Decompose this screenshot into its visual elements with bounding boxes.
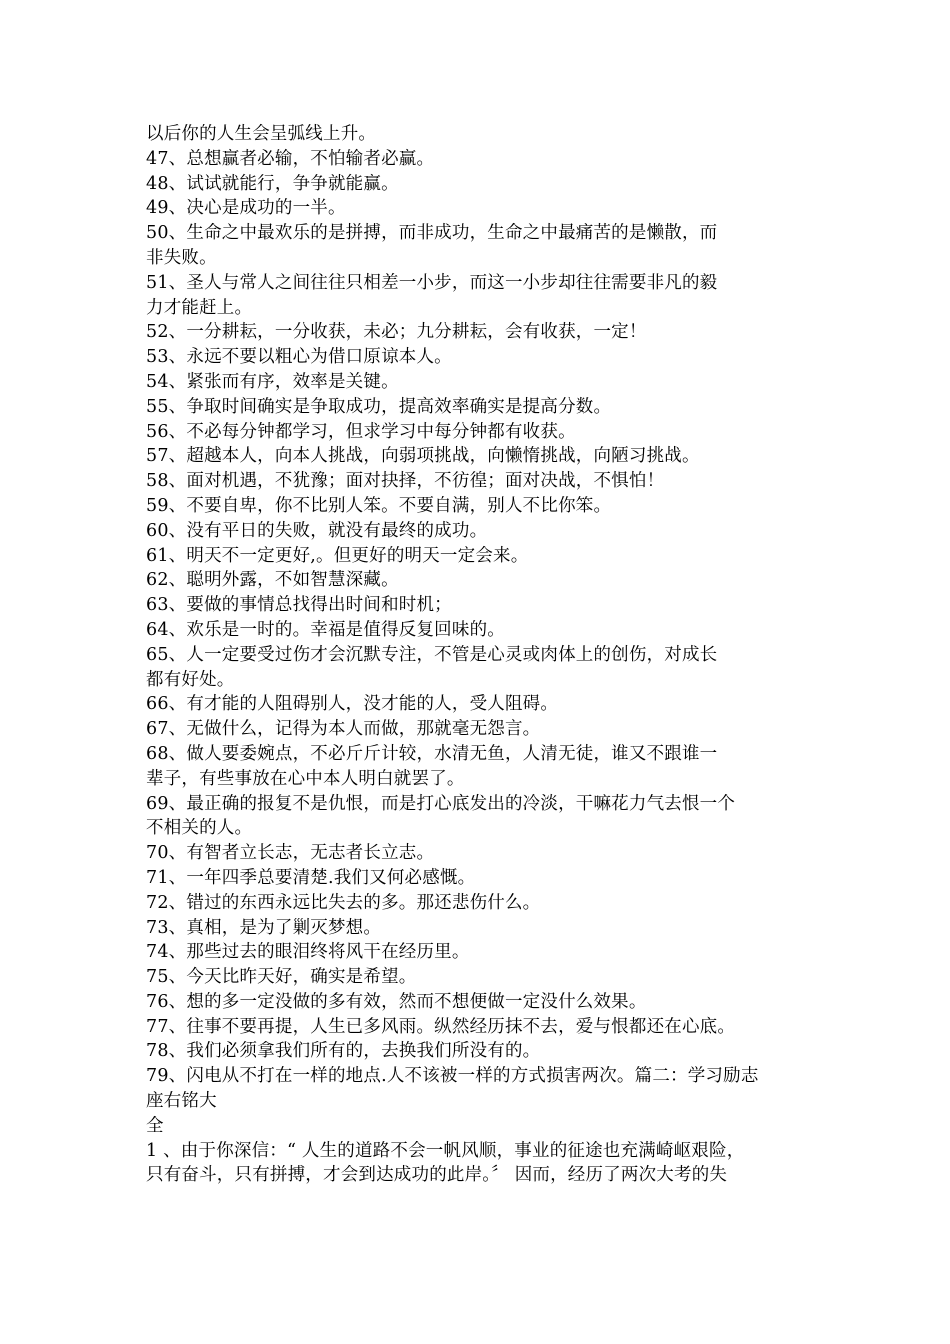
text-line: 66、有才能的人阻碍别人，没才能的人，受人阻碍。 xyxy=(146,694,559,715)
text-line: 力才能赶上。 xyxy=(146,297,253,318)
text-line: 48、试试就能行，争争就能赢。 xyxy=(146,173,399,194)
text-line: 58、面对机遇，不犹豫；面对抉择，不彷徨；面对决战，不惧怕！ xyxy=(146,471,665,492)
text-line: 72、错过的东西永远比失去的多。那还悲伤什么。 xyxy=(146,892,541,913)
text-line: 47、总想赢者必输，不怕输者必赢。 xyxy=(146,148,435,169)
text-line: 以后你的人生会呈弧线上升。 xyxy=(146,124,377,144)
text-line: 不相关的人。 xyxy=(146,818,253,839)
text-line: 73、真相，是为了剿灭梦想。 xyxy=(146,917,382,938)
text-line: 79、闪电从不打在一样的地点.人不该被一样的方式损害两次。篇二：学习励志 xyxy=(146,1066,759,1087)
text-line: 71、一年四季总要清楚.我们又何必感慨。 xyxy=(146,867,476,888)
text-line: 69、最正确的报复不是仇恨，而是打心底发出的冷淡，干嘛花力气去恨一个 xyxy=(146,793,736,814)
text-line: 76、想的多一定没做的多有效，然而不想便做一定没什么效果。 xyxy=(146,991,647,1012)
text-line: 全 xyxy=(146,1115,164,1136)
text-line: 55、争取时间确实是争取成功，提高效率确实是提高分数。 xyxy=(146,396,612,417)
text-line: 51、圣人与常人之间往往只相差一小步，而这一小步却往往需要非凡的毅 xyxy=(146,272,718,293)
text-line: 都有好处。 xyxy=(146,669,235,690)
text-line: 57、超越本人，向本人挑战，向弱项挑战，向懒惰挑战，向陋习挑战。 xyxy=(146,446,700,467)
text-line: 64、欢乐是一时的。幸福是值得反复回味的。 xyxy=(146,619,505,640)
text-line: 67、无做什么，记得为本人而做，那就毫无怨言。 xyxy=(146,719,541,740)
text-line: 75、今天比昨天好，确实是希望。 xyxy=(146,967,417,988)
text-line: 1 、由于你深信：“ 人生的道路不会一帆风顺，事业的征途也充满崎岖艰险， xyxy=(146,1140,745,1161)
text-line: 62、聪明外露，不如智慧深藏。 xyxy=(146,570,399,591)
text-line: 非失败。 xyxy=(146,247,217,268)
text-line: 只有奋斗，只有拼搏，才会到达成功的此岸。〞 因而，经历了两次大考的失 xyxy=(146,1165,728,1186)
text-line: 49、决心是成功的一半。 xyxy=(146,198,346,219)
text-line: 50、生命之中最欢乐的是拼搏，而非成功，生命之中最痛苦的是懒散，而 xyxy=(146,223,718,244)
text-line: 77、往事不要再提，人生已多风雨。纵然经历抹不去，爱与恨都还在心底。 xyxy=(146,1016,736,1037)
text-line: 78、我们必须拿我们所有的，去换我们所没有的。 xyxy=(146,1041,541,1062)
text-line: 54、紧张而有序，效率是关键。 xyxy=(146,371,399,392)
text-line: 68、做人要委婉点，不必斤斤计较，水清无鱼，人清无徒，谁又不跟谁一 xyxy=(146,743,718,764)
text-line: 52、一分耕耘，一分收获，未必；九分耕耘，会有收获，一定！ xyxy=(146,322,647,343)
text-line: 60、没有平日的失败，就没有最终的成功。 xyxy=(146,520,488,541)
text-line: 70、有智者立长志，无志者长立志。 xyxy=(146,843,435,864)
text-line: 53、永远不要以粗心为借口原谅本人。 xyxy=(146,347,452,368)
text-line: 59、不要自卑，你不比别人笨。不要自满，别人不比你笨。 xyxy=(146,495,612,516)
text-line: 座右铭大 xyxy=(146,1091,217,1112)
text-line: 56、不必每分钟都学习，但求学习中每分钟都有收获。 xyxy=(146,421,576,442)
document-body xyxy=(146,122,818,1188)
text-line: 辈子，有些事放在心中本人明白就罢了。 xyxy=(146,768,465,789)
text-line: 61、明天不一定更好,。但更好的明天一定会来。 xyxy=(146,545,529,566)
text-line: 63、要做的事情总找得出时间和时机； xyxy=(146,595,452,616)
text-line: 74、那些过去的眼泪终将风干在经历里。 xyxy=(146,942,470,963)
text-line: 65、人一定要受过伤才会沉默专注，不管是心灵或肉体上的创伤，对成长 xyxy=(146,644,718,665)
